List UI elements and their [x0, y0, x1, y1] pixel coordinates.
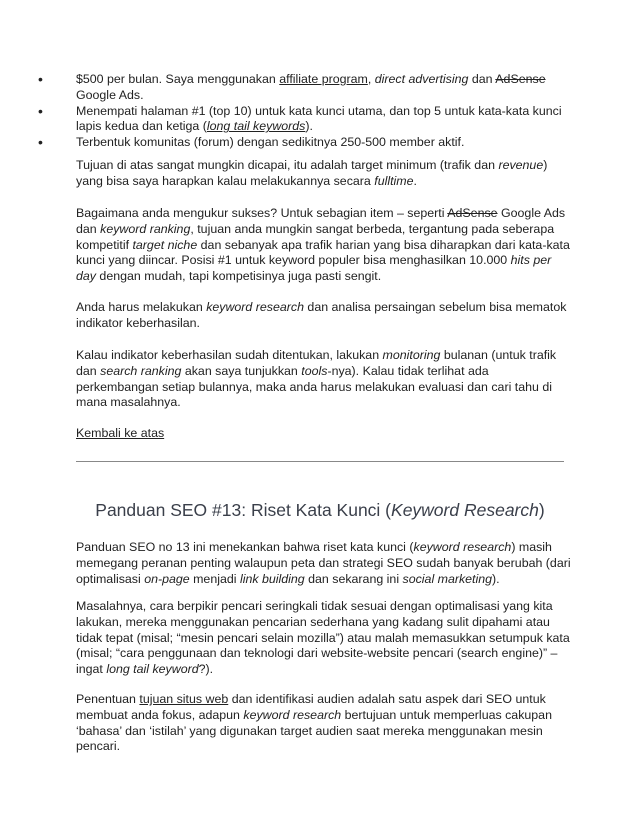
text: keyword research — [206, 300, 304, 314]
goals-list — [38, 72, 568, 151]
text: Penentuan — [76, 692, 140, 706]
website-goal-link[interactable]: tujuan situs web — [139, 692, 229, 706]
adsense-struck: AdSense — [495, 72, 546, 86]
back-to-top-line — [76, 426, 572, 442]
text: link building — [239, 571, 305, 586]
text: dan analisa persaingan sebelum bisa mematok indikator keberhasilan. — [76, 300, 567, 330]
text: Panduan SEO no 13 ini menekankan bahwa riset kata kunci ( — [76, 540, 414, 554]
text: long tail keyword — [106, 662, 199, 677]
text: on-page — [144, 571, 190, 586]
text: keyword ranking — [100, 221, 191, 236]
text: Anda harus melakukan — [76, 300, 207, 314]
text: bertujuan untuk memperluas cakupan ‘bahasa’ dan ‘istilah’ yang digunakan target audien saat mereka menggunakan mesin pencari. — [76, 707, 552, 754]
text: target niche — [132, 237, 198, 252]
text: bulanan (untuk trafik dan — [76, 348, 557, 378]
text: , tujuan anda mungkin sangat berbeda, tergantung pada seberapa kompetitif — [76, 221, 555, 252]
text: keyword research — [413, 540, 512, 554]
text: dan sekarang ini — [304, 571, 403, 586]
text: hits per day — [76, 253, 552, 284]
section-heading — [76, 500, 564, 521]
text: ). — [492, 571, 500, 586]
affiliate-program-link[interactable]: affiliate program — [279, 72, 368, 86]
text: social marketing — [402, 571, 493, 586]
back-to-top-link[interactable]: Kembali ke atas — [76, 426, 165, 440]
text: Panduan SEO #13: Riset Kata Kunci ( — [95, 500, 392, 520]
text: monitoring — [382, 348, 441, 362]
paragraph-website-goal — [76, 692, 572, 755]
list-item — [38, 104, 568, 136]
text: keyword research — [243, 707, 342, 722]
text: menjadi — [189, 571, 240, 586]
text: fulltime — [374, 173, 414, 188]
text: Masalahnya, cara berpikir pencari seringkali tidak sesuai dengan optimalisasi yang kita lakukan, mereka menggunakan pencarian sederhana yang kadang sulit dipahami atau tidak tepat (misal; “mesin pencari selain mozilla”) atau malah memasukkan setumpuk kata (misal; “cara penggunaan dan teknologi dari website-website pencari (search engine)” – ingat — [76, 599, 570, 677]
text: dengan mudah, tapi kompetisinya juga pasti sengit. — [95, 269, 382, 284]
text: $500 per bulan. Saya menggunakan — [76, 72, 280, 86]
text: ?). — [198, 662, 214, 677]
text: ). — [305, 119, 313, 134]
text: Kalau indikator keberhasilan sudah ditentukan, lakukan — [76, 348, 383, 362]
text: Tujuan di atas sangat mungkin dicapai, itu adalah target minimum (trafik dan — [76, 158, 499, 172]
paragraph-search-behavior — [76, 599, 572, 678]
text: -nya). Kalau tidak terlihat ada perkembangan setiap bulannya, maka anda harus melakukan evaluasi dan cari tahu di mana masalahnya. — [76, 363, 552, 410]
text: Terbentuk komunitas (forum) dengan sedikitnya 250-500 member aktif. — [76, 135, 465, 150]
long-tail-keywords-link[interactable] — [207, 119, 305, 133]
text: ) masih memegang peranan penting walaupun peta dan strategi SEO sudah banyak berubah (dari optimalisasi — [76, 540, 571, 586]
text: long tail keywords — [206, 119, 306, 134]
text: dan identifikasi audien adalah satu aspek dari SEO untuk membuat anda fokus, adapun — [76, 692, 546, 722]
text: tools — [301, 363, 328, 378]
text: direct advertising — [374, 72, 469, 86]
paragraph-target — [76, 158, 572, 190]
text: search ranking — [100, 363, 182, 378]
text: Google Ads. — [76, 87, 144, 102]
section-divider — [76, 461, 564, 462]
text: Menempati halaman #1 (top 10) untuk kata kunci utama, dan top 5 untuk kata-kata kunci lapis kedua dan ketiga ( — [76, 103, 562, 134]
paragraph-measure-success — [76, 206, 572, 285]
list-item — [38, 135, 568, 151]
text: Google Ads dan — [76, 206, 566, 236]
text: Keyword Research — [391, 500, 539, 520]
paragraph-monitoring — [76, 348, 572, 411]
list-item — [38, 72, 568, 104]
text: ) yang bisa saya harapkan kalau melakukannya secara — [76, 158, 548, 188]
paragraph-seo-13 — [76, 540, 572, 587]
text: . — [413, 173, 417, 188]
text: , — [367, 72, 375, 86]
text: revenue — [498, 158, 544, 172]
text: ) — [538, 500, 545, 520]
text: dan sebanyak apa trafik harian yang bisa diharapkan dari kata-kata kunci yang diincar. Posisi #1 untuk keyword populer bisa menghasilkan 10.000 — [76, 237, 570, 268]
adsense-struck: AdSense — [447, 206, 498, 220]
text: dan — [468, 72, 496, 86]
text: Bagaimana anda mengukur sukses? Untuk sebagian item – seperti — [76, 206, 448, 220]
text: akan saya tunjukkan — [181, 363, 302, 378]
paragraph-keyword-research — [76, 300, 572, 332]
